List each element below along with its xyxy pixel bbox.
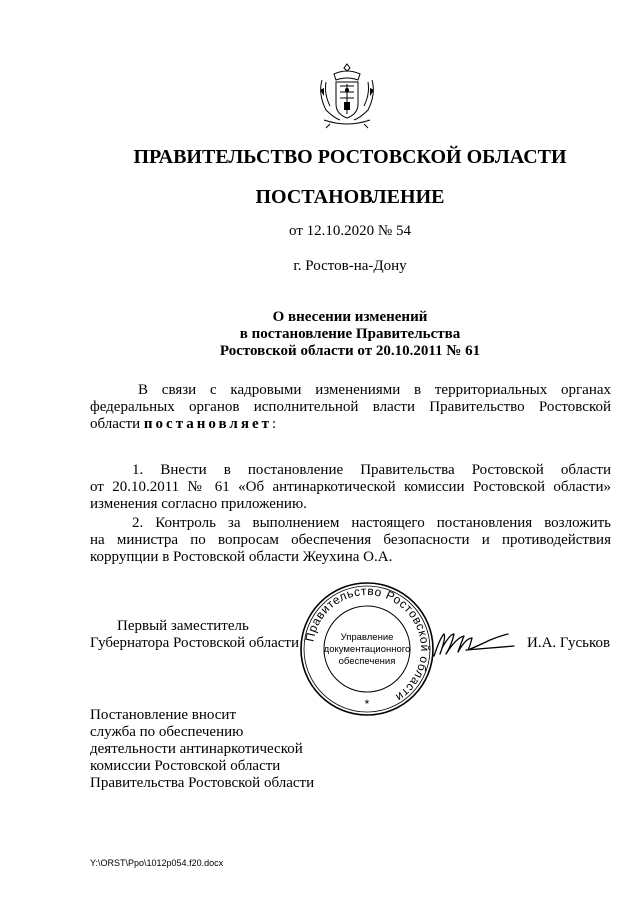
- paragraph-line: [90, 416, 611, 433]
- paragraph-line: федеральных органов исполнительной власти Правительство Ростовской: [90, 399, 611, 415]
- document-subject: [0, 309, 640, 360]
- submitter-line: комиссии Ростовской области: [90, 758, 281, 774]
- stamp-center-line: документационного: [323, 644, 411, 655]
- submitter-line: деятельности антинаркотической: [90, 741, 303, 757]
- paragraph-line: на министра по вопросам обеспечения безопасности и противодействия: [90, 532, 611, 548]
- preamble-suffix: :: [272, 416, 277, 432]
- signer-position-line2: Губернатора Ростовской области: [90, 635, 300, 651]
- file-path-footer: Y:\ORST\Ppo\1012p054.f20.docx: [90, 858, 224, 868]
- paragraph-line: В связи с кадровыми изменениями в территориальных органах: [138, 382, 611, 398]
- subject-line: Ростовской области от 20.10.2011 № 61: [219, 343, 481, 359]
- paragraph-line: 2. Контроль за выполнением настоящего постановления возложить: [132, 515, 611, 531]
- submitter-line: служба по обеспечению: [90, 724, 244, 740]
- coat-of-arms-emblem: [314, 60, 380, 130]
- submitter-block: [90, 707, 314, 792]
- stamp-center-line: Управление: [340, 632, 394, 643]
- handwritten-signature: [430, 630, 522, 660]
- document-type-title: ПОСТАНОВЛЕНИЕ: [255, 186, 445, 208]
- signer-position-line1: Первый заместитель: [117, 618, 249, 634]
- decree-word: постановляет: [143, 416, 272, 432]
- paragraph-line: изменения согласно приложению.: [90, 496, 307, 512]
- item-1-paragraph: [90, 462, 611, 513]
- signer-name: И.А. Гуськов: [527, 635, 611, 651]
- preamble-paragraph: [90, 382, 611, 433]
- subject-line: в постановление Правительства: [239, 326, 461, 342]
- submitter-line: Правительства Ростовской области: [90, 775, 315, 791]
- paragraph-line: 1. Внести в постановление Правительства Ростовской области: [132, 462, 611, 478]
- preamble-prefix: области: [90, 416, 144, 432]
- submitter-line: Постановление вносит: [90, 707, 237, 723]
- document-city: г. Ростов-на-Дону: [293, 258, 407, 274]
- stamp-center-line: обеспечения: [338, 656, 396, 667]
- stamp-ring-text: Правительство Ростовской области: [302, 583, 433, 705]
- stamp-star: *: [364, 697, 370, 711]
- document-date-number: от 12.10.2020 № 54: [289, 223, 411, 239]
- paragraph-line: коррупции в Ростовской области Жеухина О.А.: [90, 549, 393, 565]
- official-stamp: [298, 580, 436, 718]
- paragraph-line: от 20.10.2011 № 61 «Об антинаркотической комиссии Ростовской области»: [90, 479, 611, 495]
- subject-line: О внесении изменений: [272, 309, 428, 325]
- item-2-paragraph: [90, 515, 611, 566]
- government-title: ПРАВИТЕЛЬСТВО РОСТОВСКОЙ ОБЛАСТИ: [133, 146, 567, 168]
